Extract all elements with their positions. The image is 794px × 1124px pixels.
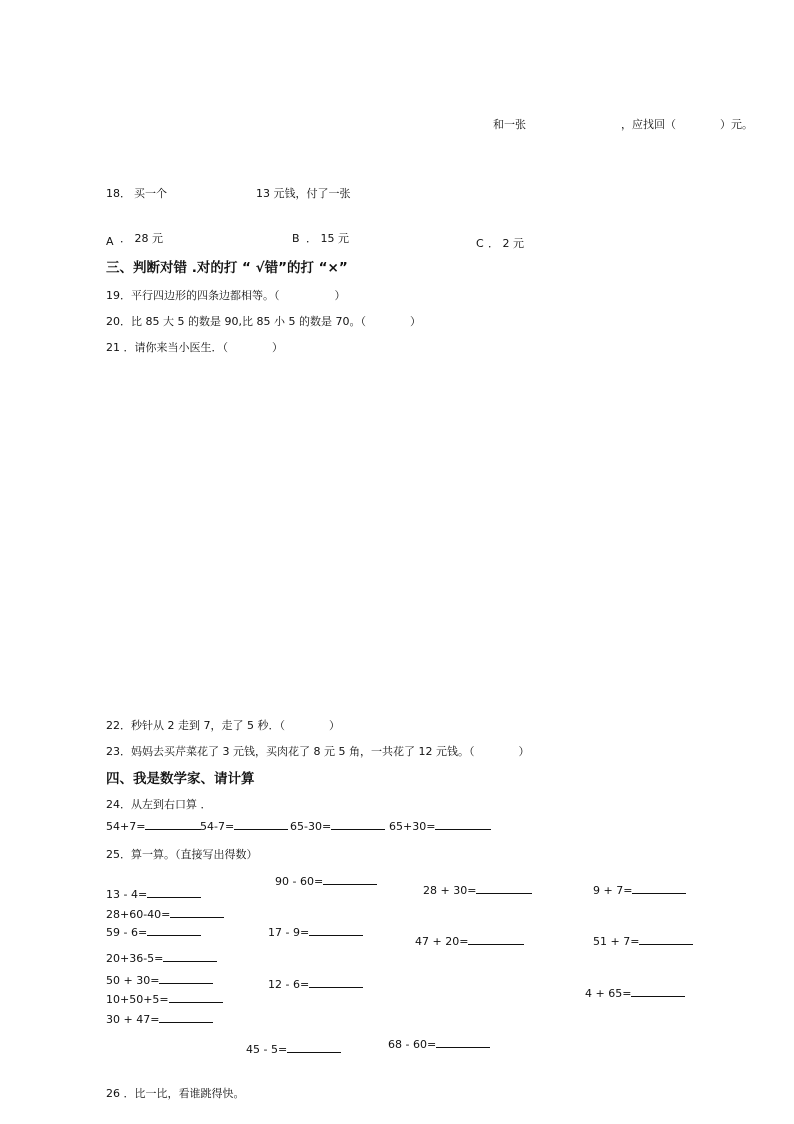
q25-item — [268, 924, 363, 940]
q25-item — [106, 886, 201, 902]
q17-text-part3: ）元。 — [720, 118, 753, 131]
q25-item — [106, 972, 213, 988]
q25-item-expr: 20+36-5= — [106, 952, 164, 965]
q25-item-expr: 13 - 4= — [106, 888, 148, 901]
answer-blank[interactable] — [169, 991, 223, 1003]
answer-blank[interactable] — [632, 882, 686, 894]
answer-blank[interactable] — [147, 924, 201, 936]
q24-title: 24．从左到右口算 ． — [106, 798, 212, 811]
answer-blank[interactable] — [287, 1041, 341, 1053]
q25-item-expr: 28 + 30= — [423, 884, 477, 897]
answer-blank[interactable] — [435, 818, 491, 830]
q25-item-expr: 50 + 30= — [106, 974, 160, 987]
answer-blank[interactable] — [159, 972, 213, 984]
q25-item — [106, 906, 224, 922]
q25-item — [268, 976, 363, 992]
q24-item-expr: 65-30= — [290, 820, 332, 833]
q25-item-expr: 12 - 6= — [268, 978, 310, 991]
q25-item — [246, 1041, 341, 1057]
q21-text: 21 ．请你来当小医生．（ ） — [106, 341, 283, 354]
q25-item — [275, 873, 377, 889]
q25-item-expr: 4 + 65= — [585, 987, 632, 1000]
q24-item — [106, 818, 201, 834]
q26-text: 26 ．比一比，看谁跳得快。 — [106, 1087, 245, 1100]
q25-item — [388, 1036, 490, 1052]
q25-item-expr: 51 + 7= — [593, 935, 640, 948]
q25-item-expr: 9 + 7= — [593, 884, 633, 897]
answer-blank[interactable] — [631, 985, 685, 997]
answer-blank[interactable] — [163, 950, 217, 962]
q18-option-a-letter: A — [106, 235, 114, 248]
answer-blank[interactable] — [234, 818, 288, 830]
q24-item-expr: 54-7= — [200, 820, 235, 833]
q17-text-part1: 和一张 — [493, 118, 526, 131]
q25-item — [106, 1011, 213, 1027]
answer-blank[interactable] — [309, 976, 363, 988]
answer-blank[interactable] — [468, 933, 524, 945]
answer-blank[interactable] — [159, 1011, 213, 1023]
q18-number: 18． — [106, 187, 131, 200]
q18-text-part1: 买一个 — [134, 187, 167, 200]
q24-item — [389, 818, 491, 834]
answer-blank[interactable] — [147, 886, 201, 898]
q25-item — [415, 933, 524, 949]
q25-item — [585, 985, 685, 1001]
q25-item — [106, 924, 201, 940]
q25-item-expr: 47 + 20= — [415, 935, 469, 948]
q24-item-expr: 65+30= — [389, 820, 436, 833]
q25-item-expr: 45 - 5= — [246, 1043, 288, 1056]
answer-blank[interactable] — [331, 818, 385, 830]
answer-blank[interactable] — [639, 933, 693, 945]
q18-text-part2: 13 元钱，付了一张 — [256, 187, 351, 200]
q24-item-expr: 54+7= — [106, 820, 146, 833]
q25-item-expr: 59 - 6= — [106, 926, 148, 939]
section4-heading: 四、我是数学家、请计算 — [106, 771, 255, 787]
section3-heading: 三、判断对错 .对的打 “ √错”的打 “×” — [106, 260, 348, 276]
q18-option-c-letter: C — [476, 237, 484, 250]
q18-option-b-text: ． 15 元 — [306, 232, 349, 245]
q25-item-expr: 17 - 9= — [268, 926, 310, 939]
answer-blank[interactable] — [170, 906, 224, 918]
q25-item — [423, 882, 532, 898]
q22-text: 22．秒针从 2 走到 7，走了 5 秒．（ ） — [106, 719, 340, 732]
q25-item — [106, 991, 223, 1007]
answer-blank[interactable] — [436, 1036, 490, 1048]
q25-item-expr: 10+50+5= — [106, 993, 169, 1006]
answer-blank[interactable] — [309, 924, 363, 936]
q17-text-part2: ，应找回（ — [621, 118, 676, 131]
q18-option-a-text: ． 28 元 — [120, 232, 163, 245]
answer-blank[interactable] — [145, 818, 201, 830]
q25-item — [593, 882, 686, 898]
q25-title: 25．算一算。（直接写出得数） — [106, 848, 258, 861]
q18-option-b-letter: B — [292, 232, 300, 245]
q25-item-expr: 68 - 60= — [388, 1038, 437, 1051]
q25-item-expr: 30 + 47= — [106, 1013, 160, 1026]
answer-blank[interactable] — [476, 882, 532, 894]
q23-text: 23．妈妈去买芹菜花了 3 元钱，买肉花了 8 元 5 角，一共花了 12 元钱。（ ） — [106, 745, 530, 758]
q25-item-expr: 90 - 60= — [275, 875, 324, 888]
q18-option-c-text: ． 2 元 — [488, 237, 524, 250]
q20-text: 20．比 85 大 5 的数是 90,比 85 小 5 的数是 70。（ ） — [106, 315, 421, 328]
q24-item — [200, 818, 288, 834]
q25-item — [593, 933, 693, 949]
q25-item — [106, 950, 217, 966]
answer-blank[interactable] — [323, 873, 377, 885]
q25-item-expr: 28+60-40= — [106, 908, 171, 921]
q19-text: 19．平行四边形的四条边都相等。（ ） — [106, 289, 346, 302]
q24-item — [290, 818, 385, 834]
